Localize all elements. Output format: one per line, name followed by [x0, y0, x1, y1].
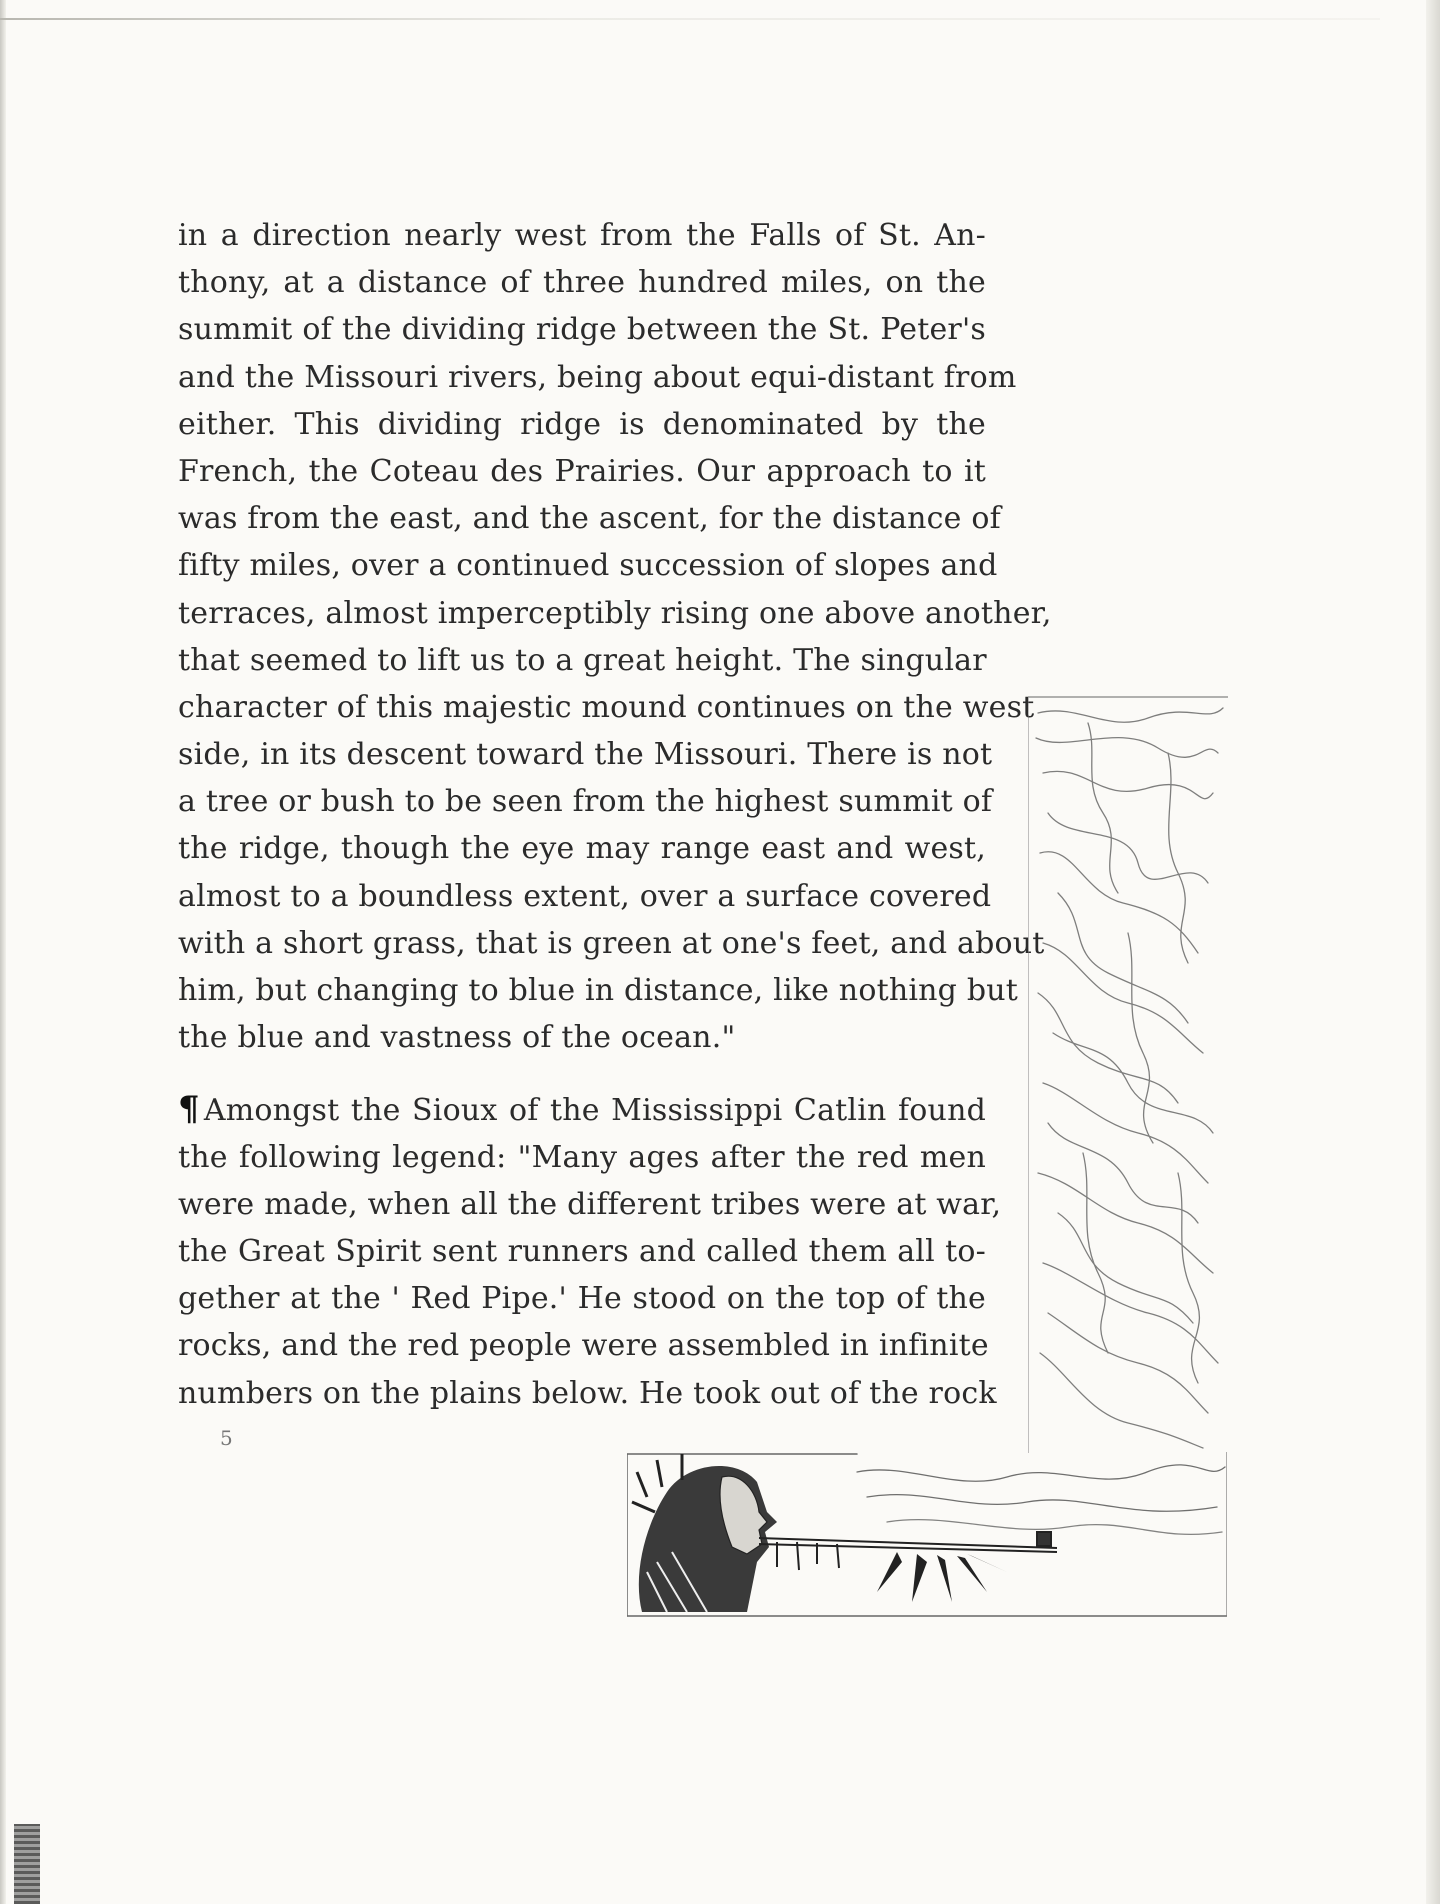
pilcrow-icon: ¶	[178, 1089, 200, 1130]
text-line: the blue and vastness of the ocean."	[178, 1020, 736, 1056]
text-line: character of this majestic mound continues on the west	[178, 689, 1035, 725]
text-line: that seemed to lift us to a great height. The singular	[178, 642, 987, 678]
text-line: numbers on the plains below. He took out of the rock	[178, 1375, 997, 1411]
text-line: in a direction nearly west from the Falls of St. An-	[178, 218, 986, 253]
scan-top-line	[0, 18, 1380, 20]
paragraph-gap	[178, 1061, 986, 1086]
smoke-border-illustration	[1028, 693, 1228, 1453]
text-line: side, in its descent toward the Missouri. There is not	[178, 737, 993, 773]
text-line: the ridge, though the eye may range east and west,	[178, 831, 986, 867]
text-line: him, but changing to blue in distance, like nothing but	[178, 973, 1018, 1008]
text-line-content: Amongst the Sioux of the Mississippi Catlin found	[203, 1093, 986, 1129]
pipe-smoker-illustration	[627, 1452, 1227, 1618]
scan-edge-left	[0, 0, 6, 1904]
text-line: gether at the ' Red Pipe.' He stood on the top of the	[178, 1281, 986, 1317]
text-line: the following legend: "Many ages after the red men	[178, 1139, 986, 1175]
page-number: 5	[220, 1426, 233, 1450]
text-line: was from the east, and the ascent, for the distance of	[178, 501, 1001, 537]
text-line: almost to a boundless extent, over a surface covered	[178, 878, 992, 914]
text-line: a tree or bush to be seen from the highest summit of	[178, 784, 993, 820]
text-line: the Great Spirit sent runners and called them all to-	[178, 1233, 986, 1269]
text-line: were made, when all the different tribes were at war,	[178, 1186, 1002, 1222]
text-line: fifty miles, over a continued succession of slopes and	[178, 548, 998, 584]
text-line: rocks, and the red people were assembled in infinite	[178, 1328, 989, 1364]
text-line: terraces, almost imperceptibly rising one above another,	[178, 595, 1052, 631]
body-text	[178, 212, 1052, 1417]
scan-corner-mark	[14, 1824, 40, 1904]
scan-edge-right	[1426, 0, 1440, 1904]
text-line: thony, at a distance of three hundred miles, on the	[178, 265, 986, 301]
text-line: summit of the dividing ridge between the St. Peter's	[178, 312, 986, 348]
text-line: and the Missouri rivers, being about equi-distant from	[178, 359, 1017, 395]
text-line	[178, 1086, 986, 1133]
text-line: with a short grass, that is green at one's feet, and about	[178, 925, 1045, 961]
text-line: French, the Coteau des Prairies. Our approach to it	[178, 453, 986, 489]
text-line: either. This dividing ridge is denominated by the	[178, 406, 986, 442]
